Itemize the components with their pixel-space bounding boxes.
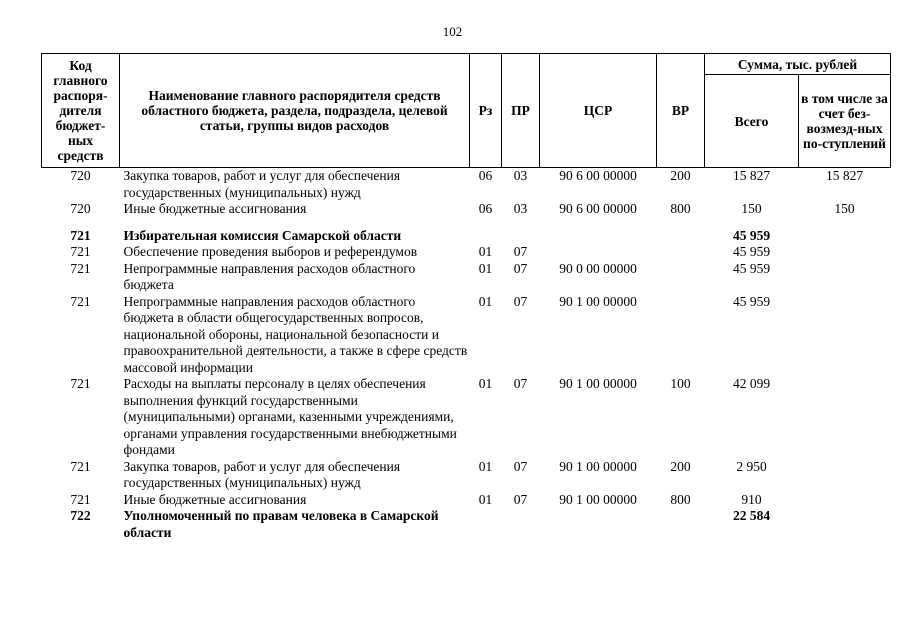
row-total: 45 959: [732, 227, 771, 243]
row-total: 45 959: [732, 293, 771, 309]
table-row: [42, 261, 891, 294]
col-incl-header: в том числе за счет без-возмезд-ных по-ступлений: [799, 75, 891, 168]
row-vr: [657, 218, 705, 245]
row-incl: [799, 492, 891, 509]
col-code-header: Код главного распоря-дителя бюджет-ных средств: [42, 54, 120, 168]
row-rz: [470, 508, 502, 541]
row-name: Уполномоченный по правам человека в Самарской области: [123, 508, 439, 540]
table-row: [42, 218, 891, 245]
row-vr: 800: [670, 201, 691, 216]
budget-table: [41, 53, 891, 541]
row-pr: 07: [513, 293, 528, 309]
row-incl: 150: [834, 201, 855, 216]
row-pr: 07: [513, 458, 528, 474]
table-row: [42, 244, 891, 261]
row-name: Расходы на выплаты персоналу в целях обеспечения выполнения функций государственными (муниципальными) органами, казенными учреждениями, органами управления государственными внебюджетными фондами: [123, 376, 457, 457]
row-incl: 15 827: [825, 168, 864, 183]
row-rz: 01: [478, 376, 493, 391]
row-total: 150: [741, 201, 762, 216]
row-name: Непрограммные направления расходов областного бюджета в области общегосударственных вопросов, национальной обороны, национальной безопасности и правоохранительной деятельности, а также в сфере средств массовой информации: [123, 293, 468, 375]
table-row: [42, 459, 891, 492]
row-csr: 90 1 00 00000: [559, 293, 637, 309]
row-code: 721: [70, 227, 91, 243]
row-rz: 01: [478, 491, 493, 507]
row-vr: 200: [670, 168, 691, 183]
row-vr: [657, 508, 705, 541]
row-pr: 07: [513, 244, 528, 259]
table-row: [42, 201, 891, 218]
table-row: [42, 376, 891, 459]
row-rz: 01: [478, 458, 493, 474]
row-rz: 01: [478, 293, 493, 309]
row-total: 910: [741, 491, 762, 507]
row-code: 722: [70, 508, 91, 523]
row-rz: 01: [478, 260, 493, 276]
row-vr: [657, 244, 705, 261]
row-pr: 03: [513, 168, 528, 183]
row-incl: [799, 508, 891, 541]
row-pr: 07: [513, 260, 528, 276]
row-code: 721: [70, 491, 91, 507]
row-name: Обеспечение проведения выборов и референдумов: [123, 244, 418, 259]
row-incl: [799, 459, 891, 492]
row-total: 2 950: [736, 458, 767, 474]
row-incl: [799, 261, 891, 294]
col-name-header: Наименование главного распорядителя средств областного бюджета, раздела, подраздела, целевой статьи, группы видов расходов: [120, 54, 470, 168]
row-pr: [502, 218, 540, 245]
row-total: 45 959: [732, 260, 771, 276]
row-incl: [799, 218, 891, 245]
row-incl: [799, 244, 891, 261]
row-code: 721: [70, 458, 91, 474]
row-incl: [799, 294, 891, 377]
col-rz-header: Рз: [470, 54, 502, 168]
row-code: 721: [70, 244, 91, 259]
row-csr: [540, 218, 657, 245]
row-code: 721: [70, 376, 91, 391]
row-rz: 01: [478, 244, 493, 259]
row-vr: 200: [670, 458, 691, 474]
row-vr: 100: [670, 376, 691, 391]
row-rz: 06: [478, 201, 493, 216]
row-csr: [540, 244, 657, 261]
row-code: 720: [70, 201, 91, 216]
row-name: Иные бюджетные ассигнования: [123, 201, 307, 216]
page-number: 102: [442, 24, 463, 39]
row-pr: 03: [513, 201, 528, 216]
table-body: [42, 168, 891, 542]
row-code: 721: [70, 260, 91, 276]
row-csr: 90 6 00 00000: [559, 168, 637, 183]
row-name: Непрограммные направления расходов областного бюджета: [123, 260, 416, 292]
row-csr: 90 1 00 00000: [559, 491, 637, 507]
row-pr: [502, 508, 540, 541]
row-csr: [540, 508, 657, 541]
row-total: 22 584: [732, 508, 771, 523]
row-name: Иные бюджетные ассигнования: [123, 491, 307, 507]
row-total: 45 959: [732, 244, 771, 259]
row-rz: 06: [478, 168, 493, 183]
col-pr-header: ПР: [502, 54, 540, 168]
row-code: 721: [70, 293, 91, 309]
row-name: Закупка товаров, работ и услуг для обеспечения государственных (муниципальных) нужд: [123, 168, 401, 200]
row-vr: 800: [670, 491, 691, 507]
row-name: Избирательная комиссия Самарской области: [123, 227, 402, 243]
col-sum-header: Сумма, тыс. рублей: [705, 54, 891, 75]
col-total-header: Всего: [705, 75, 799, 168]
table-row: [42, 508, 891, 541]
row-code: 720: [70, 168, 91, 183]
row-csr: 90 6 00 00000: [559, 201, 637, 216]
row-csr: 90 0 00 00000: [559, 260, 637, 276]
row-total: 42 099: [732, 376, 771, 391]
row-incl: [799, 376, 891, 459]
table-row: [42, 294, 891, 377]
col-vr-header: ВР: [657, 54, 705, 168]
col-csr-header: ЦСР: [540, 54, 657, 168]
row-csr: 90 1 00 00000: [559, 458, 637, 474]
table-row: [42, 492, 891, 509]
row-vr: [657, 261, 705, 294]
table-row: [42, 168, 891, 202]
row-csr: 90 1 00 00000: [559, 376, 637, 391]
row-pr: 07: [513, 491, 528, 507]
row-rz: [470, 218, 502, 245]
row-name: Закупка товаров, работ и услуг для обеспечения государственных (муниципальных) нужд: [123, 458, 401, 490]
header-row-1: [42, 54, 891, 75]
row-vr: [657, 294, 705, 377]
row-pr: 07: [513, 376, 528, 391]
row-total: 15 827: [732, 168, 771, 183]
